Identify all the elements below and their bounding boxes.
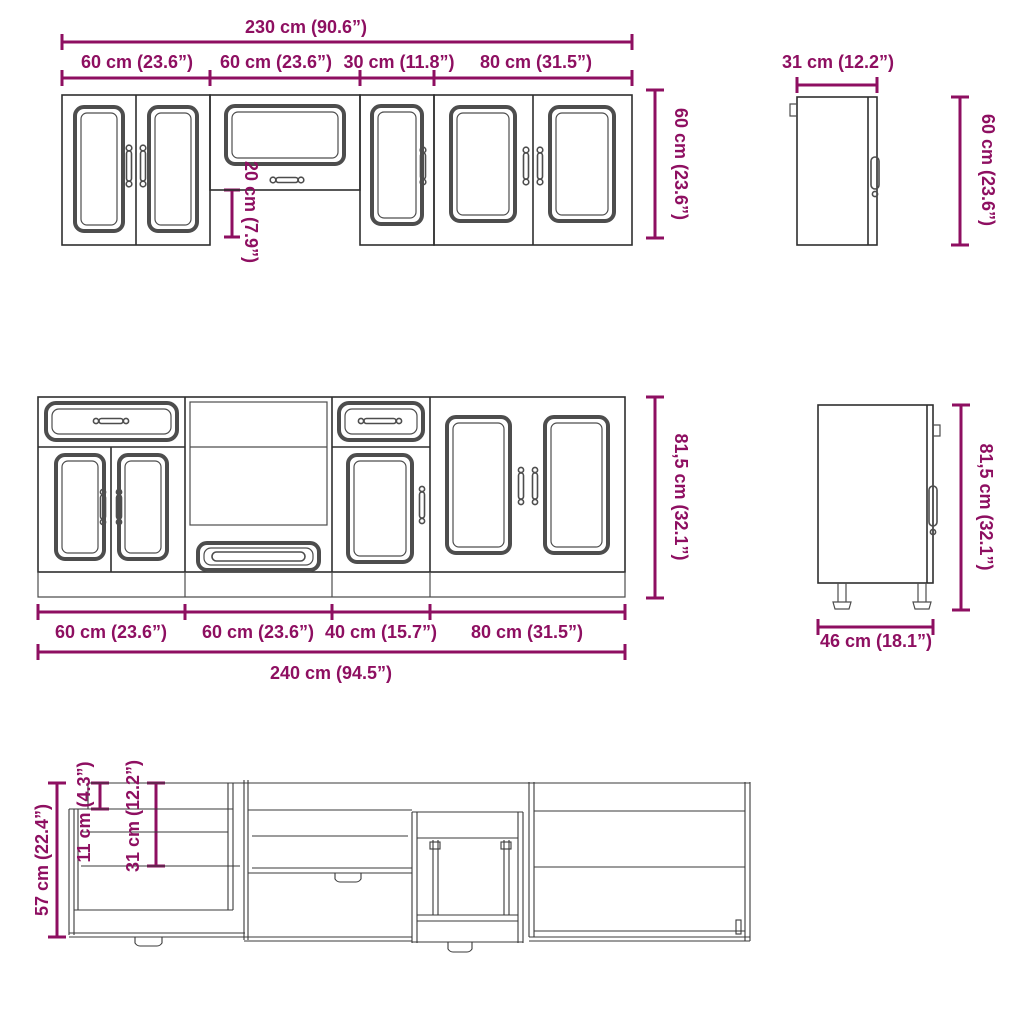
wall-cabinet-side-drawing	[790, 97, 879, 245]
base-side-height-label: 81,5 cm (32.1”)	[976, 443, 996, 571]
base-cabinets-front-drawing	[38, 397, 625, 606]
base-cabinet-side-drawing	[818, 405, 940, 609]
base-segment-1-label: 60 cm (23.6”)	[54, 622, 168, 642]
wall-bracket-icon	[933, 425, 940, 436]
wall-side-width-label: 31 cm (12.2”)	[781, 52, 895, 72]
hanging-tabs	[268, 777, 682, 783]
wall-segment-1-label: 60 cm (23.6”)	[80, 52, 194, 72]
wall-side-height-label: 60 cm (23.6”)	[978, 113, 998, 227]
interior-height-label: 57 cm (22.4”)	[32, 803, 52, 917]
wall-bracket-icon	[790, 104, 797, 116]
base-total-width-label: 240 cm (94.5”)	[269, 663, 393, 683]
base-segment-2-label: 60 cm (23.6”)	[201, 622, 315, 642]
wall-side-dimension-lines	[797, 77, 969, 245]
interior-dimension-lines	[48, 783, 165, 937]
base-side-dimension-lines	[818, 405, 970, 635]
wall-total-width-label: 230 cm (90.6”)	[244, 17, 368, 37]
wall-segment-3-label: 30 cm (11.8”)	[343, 52, 455, 72]
base-side-width-label: 46 cm (18.1”)	[819, 631, 933, 651]
base-segment-3-label: 40 cm (15.7”)	[324, 622, 438, 642]
interior-top-inset-label: 11 cm (4.3”)	[74, 761, 94, 863]
wall-height-label: 60 cm (23.6”)	[671, 107, 691, 221]
wall-segment-4-label: 80 cm (31.5”)	[479, 52, 593, 72]
adjustable-legs	[833, 583, 931, 609]
interior-perspective-drawing	[69, 777, 750, 952]
wall-segment-2-label: 60 cm (23.6”)	[219, 52, 333, 72]
wall-cabinets-front-drawing	[62, 95, 632, 245]
hood-gap-label: 20 cm (7.9”)	[241, 160, 261, 264]
base-segment-4-label: 80 cm (31.5”)	[470, 622, 584, 642]
base-height-label: 81,5 cm (32.1”)	[671, 433, 691, 561]
interior-drawer-depth-label: 31 cm (12.2”)	[123, 759, 143, 873]
